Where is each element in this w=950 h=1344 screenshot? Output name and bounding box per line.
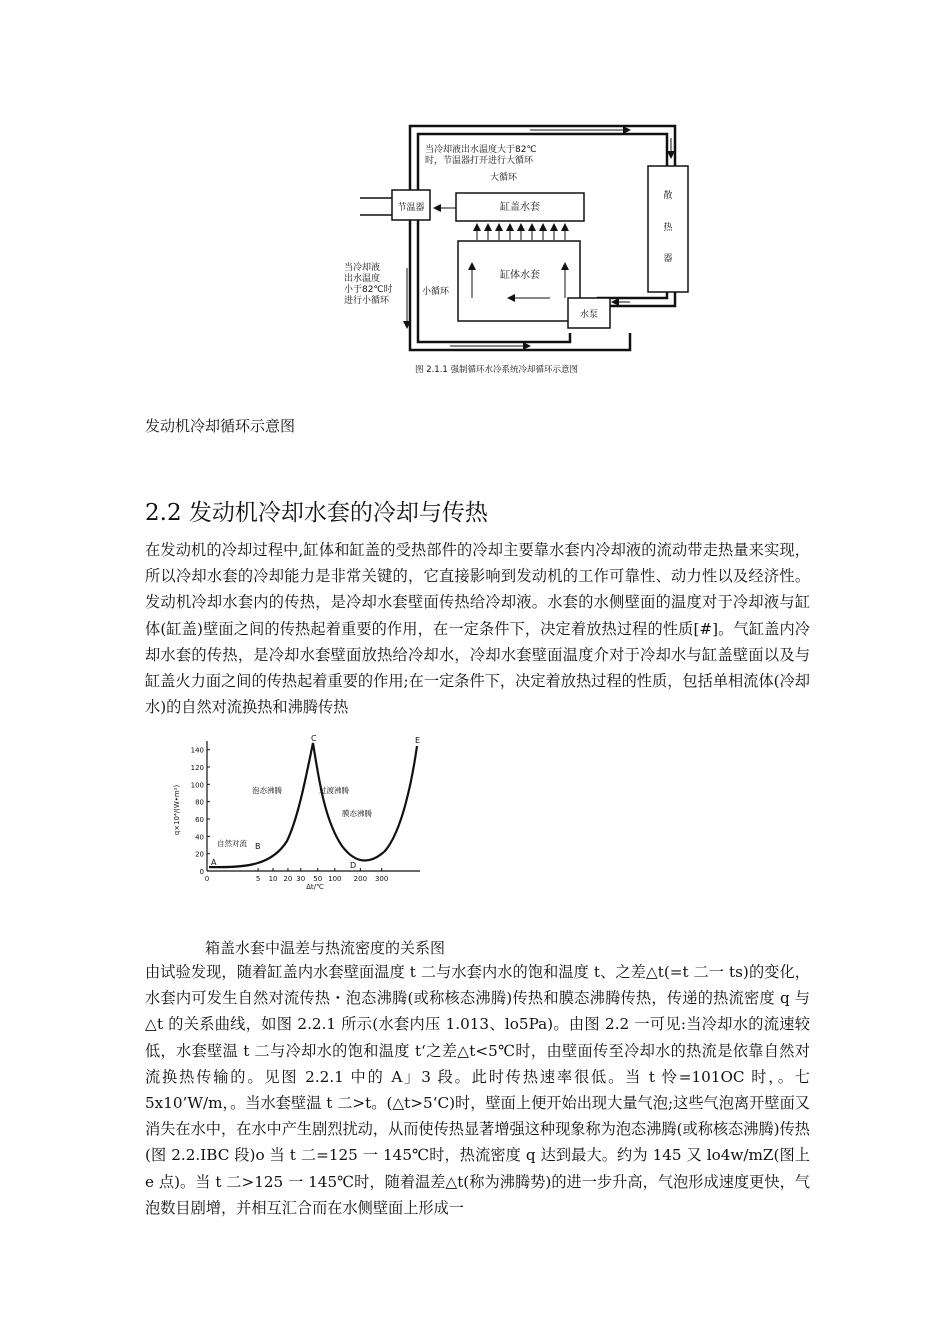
x-tick-label: 100	[328, 875, 342, 883]
small-loop-note-line3: 小于82℃时	[344, 285, 393, 295]
curve-point-label: A	[211, 858, 217, 867]
boiling-curve-chart	[165, 735, 435, 895]
big-loop-note-line2: 时，节温器打开进行大循环	[425, 156, 534, 166]
y-tick-label: 80	[195, 798, 204, 807]
x-tick-label: 20	[283, 875, 293, 883]
radiator-label-2: 热	[663, 223, 673, 233]
small-loop-label: 小循环	[422, 287, 450, 297]
x-tick-label: 30	[296, 875, 306, 883]
small-loop-note-line4: 进行小循环	[344, 296, 390, 306]
paragraph-2: 由试验发现，随着缸盖内水套壁面温度 t 二与水套内水的饱和温度 t、之差△t(=t 二一 ts)的变化，水套内可发生自然对流传热・泡态沸腾(或称核态沸腾)传热和膜态沸腾传热，传递的热流密度 q 与△t 的关系曲线，如图 2.2.1 所示(水套内压 1.013、lo5Pa)。由图 2.2 一可见:当冷却水的流速较低，水套壁温 t 二与冷却水的饱和温度 t‘之差△t<5℃时，由壁面传至冷却水的热流是依靠自然对流换热传输的。见图 2.2.1 中的 A」3 段。此时传热速率很低。当 t 怜=101OC 时，。七 5x10’W/m，。当水套壁温 t 二>t。(△t>5‘C)时，壁面上便开始出现大量气泡;这些气泡离开壁面又消失在水中，在水中产生剧烈扰动，从而使传热显著增强这种现象称为泡态沸腾(或称核态沸腾)传热(图 2.2.IBC 段)o 当 t 二=125 一 145℃时，热流密度 q 达到最大。约为 145 又 lo4w/mZ(图上 e 点)。当 t 二>125 一 145℃时，随着温差△t(称为沸腾势)的进一步升高，气泡形成速度更快，气泡数目剧增，并相互汇合而在水侧壁面上形成一	[145, 963, 810, 1217]
figure-2-1-1-caption: 图 2.1.1 强制循环水冷系统冷却循环示意图	[415, 365, 579, 375]
y-tick-label: 60	[195, 816, 204, 824]
engine-circuit-caption: 发动机冷却循环示意图	[145, 417, 296, 435]
block-jacket-label: 缸体水套	[500, 270, 540, 281]
x-tick-label: 50	[313, 875, 323, 883]
small-loop-note-line1: 当冷却液	[344, 263, 381, 273]
curve-point-label: E	[415, 736, 421, 745]
head-jacket-label: 缸盖水套	[500, 202, 540, 213]
pump-label: 水泵	[579, 310, 599, 320]
x-tick-label: 200	[353, 875, 368, 883]
y-tick-label: 40	[195, 833, 204, 842]
big-loop-note-line1: 当冷却液出水温度大于82℃	[425, 145, 537, 155]
y-tick-label: 140	[190, 746, 204, 755]
big-loop-label: 大循环	[490, 173, 518, 183]
region-label: 泡态沸腾	[252, 786, 282, 795]
x-tick-label: 0	[204, 875, 210, 883]
chart-caption: 箱盖水套中温差与热流密度的关系图	[205, 939, 446, 957]
radiator-label-1: 散	[663, 191, 673, 201]
y-tick-label: 0	[199, 868, 204, 876]
radiator-label-3: 器	[663, 254, 673, 264]
x-tick-label: 300	[374, 875, 389, 883]
curve-point-label: B	[255, 842, 261, 851]
x-axis-title: Δt/℃	[306, 883, 324, 891]
paragraph-1: 在发动机的冷却过程中,缸体和缸盖的受热部件的冷却主要靠水套内冷却液的流动带走热量来实现，所以冷却水套的冷却能力是非常关键的，它直接影响到发动机的工作可靠性、动力性以及经济性。发动机冷却水套内的传热，是冷却水套壁面传热给冷却液。水套的水侧壁面的温度对于冷却液与缸体(缸盖)壁面之间的传热起着重要的作用，在一定条件下，决定着放热过程的性质[#]。气缸盖内冷却水套的传热，是冷却水套壁面放热给冷却水，冷却水套壁面温度介对于冷却水与缸盖壁面以及与缸盖火力面之间的传热起着重要的作用;在一定条件下，决定着放热过程的性质，包括单相流体(冷却水)的自然对流换热和沸腾传热	[145, 541, 810, 717]
y-tick-label: 20	[195, 850, 204, 859]
curve-point-label: D	[350, 861, 357, 870]
region-label: 膜态沸腾	[342, 809, 372, 818]
small-loop-note-line2: 出水温度	[344, 274, 381, 284]
cooling-circuit-diagram	[330, 118, 710, 383]
block-jacket-box	[458, 241, 580, 321]
chart-axes	[207, 741, 420, 871]
x-tick-label: 10	[268, 875, 278, 883]
x-tick-label: 5	[255, 875, 261, 883]
section-heading: 2.2 发动机冷却水套的冷却与传热	[145, 500, 488, 526]
region-label: 自然对流	[217, 839, 247, 848]
boiling-curve-line	[209, 743, 417, 867]
region-label: 过渡沸腾	[319, 786, 349, 795]
y-tick-label: 100	[190, 781, 204, 790]
y-axis-title: q×10⁴/(W•m²)	[173, 784, 181, 836]
thermostat-label: 节温器	[397, 203, 425, 213]
curve-point-label: C	[311, 735, 317, 743]
y-tick-label: 120	[190, 764, 204, 772]
